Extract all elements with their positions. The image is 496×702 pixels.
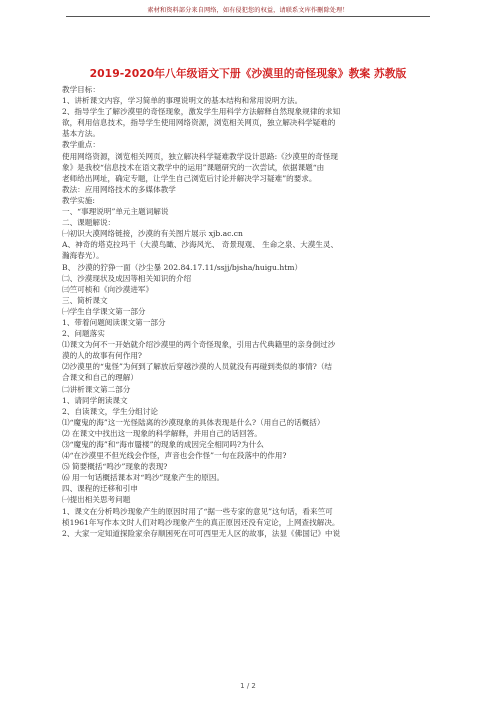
- body-line: ⑴课文为何不一开始就介绍沙漠里的两个奇怪现象，引用古代典籍里的亲身倒过沙: [62, 340, 336, 350]
- page-number: 1 / 2: [240, 682, 256, 690]
- body-line: 1、带着问题阅读课文第一部分: [62, 317, 166, 327]
- body-line: 欲，利用信息技术，指导学生使用网络资源，浏览相关网页，独立解决科学疑难的: [62, 118, 336, 128]
- body-line: 1、请同学朗读课文: [62, 395, 128, 405]
- body-line: A、神奇的塔克拉玛干（大漠鸟瞰、沙海风光、 奇景现观、 生命之泉、大漠生灵、: [62, 240, 339, 250]
- body-line: 基本方法。: [62, 129, 100, 139]
- body-line: 2、大家一定知道探险家余存顺困死在可可西里无人区的故事，法显《佛国记》中说: [62, 528, 341, 538]
- body-line: ㈠提出相关思考问题: [62, 495, 131, 505]
- body-line: 一、“事理说明”单元主题词解说: [62, 207, 169, 217]
- body-line: 桢1961年写作本文时人们对鸣沙现象产生的真正原因还没有定论，上网查找解决。: [62, 517, 340, 527]
- body-line: ㈠学生自学课文第一部分: [62, 306, 146, 316]
- body-line: ㈠初识大漠网络链接，沙漠的有关图片展示 xjb.ac.cn: [62, 229, 243, 239]
- body-line: ⑸ 简要概括“鸣沙”现象的表现?: [62, 462, 168, 472]
- body-line: 老师给出网址，确定专题，让学生自己浏览后讨论并解决学习疑难”的要求。: [62, 173, 317, 183]
- body-line: ⑷“在沙漠里不但光线会作怪，声音也会作怪”一句在段落中的作用?: [62, 451, 287, 461]
- body-line: 三、简析课文: [62, 295, 108, 305]
- body-line: 教学目标：: [62, 85, 100, 94]
- body-line: ⑹ 用一句话概括课本对“鸣沙”现象产生的原因。: [62, 473, 225, 483]
- body-line: ⑵沙漠里的“鬼怪”为何到了解放后穿越沙漠的人员就没有再碰到类似的事情?（结: [62, 362, 333, 372]
- body-line: ㈡讲析课文第二部分: [62, 384, 131, 394]
- body-line: 漠的人的故事有何作用?: [62, 351, 143, 361]
- body-line: B、 沙漠的狞狰一面（沙尘暴 202.84.17.11/ssjj/bjsha/huigu.htm）: [62, 262, 303, 272]
- body-line: ⑶“魔鬼的海”和“海市蜃楼”的现象的成因完全相同吗?为什么: [62, 440, 264, 449]
- body-line: 1、讲析课文内容，学习简单的事理说明文的基本结构和常用说明方法。: [62, 96, 303, 106]
- body-line: 象》是我校“信息技术在语文教学中的运用”课题研究的一次尝试，依据课题“由: [62, 162, 325, 172]
- body-line: 教学重点：: [62, 140, 100, 150]
- header-divider: [66, 16, 430, 17]
- body-line: 2、问题落实: [62, 329, 105, 339]
- body-line: 2、指导学生了解沙漠里的奇怪现象，激发学生用科学方法解释自然现象规律的求知: [62, 107, 341, 117]
- body-line: ㈢竺可桢和《向沙漠进军》: [62, 284, 154, 294]
- body-line: 使用网络资源，浏览相关网页，独立解决科学疑难教学设计思路:《沙漠里的奇怪现: [62, 151, 338, 161]
- document-title: 2019-2020年八年级语文下册《沙漠里的奇怪现象》教案 苏教版: [89, 67, 407, 80]
- body-line: 教法：应用网络技术的多媒体教学: [62, 184, 176, 194]
- document-body: [62, 84, 438, 539]
- body-line: 四、课程的迁移和引申: [62, 484, 138, 494]
- body-line: ㈡、沙漠现状及成因等相关知识的介绍: [62, 273, 192, 283]
- header-note: 素材和资料部分来自网络，如有侵犯您的权益，请联系文库作删除处理！: [147, 7, 349, 14]
- body-line: 二、课题解说：: [62, 218, 116, 228]
- body-line: ⑴“魔鬼的海”这一光怪陆离的沙漠现象的具体表现是什么?（用自己的话概括）: [62, 417, 325, 427]
- body-line: 1、课文在分析鸣沙现象产生的原因时用了“据一些专家的意见”这句话，看来竺可: [62, 506, 333, 516]
- body-line: 瀚海春光）。: [62, 251, 104, 261]
- body-line: ⑵ 在课文中找出这一现象的科学解释，并用自己的话回答。: [62, 428, 262, 438]
- body-line: 合课文和自己的理解）: [62, 373, 138, 383]
- body-line: 2、自读课文，学生分组讨论: [62, 406, 158, 416]
- body-line: 教学实施:: [62, 195, 95, 205]
